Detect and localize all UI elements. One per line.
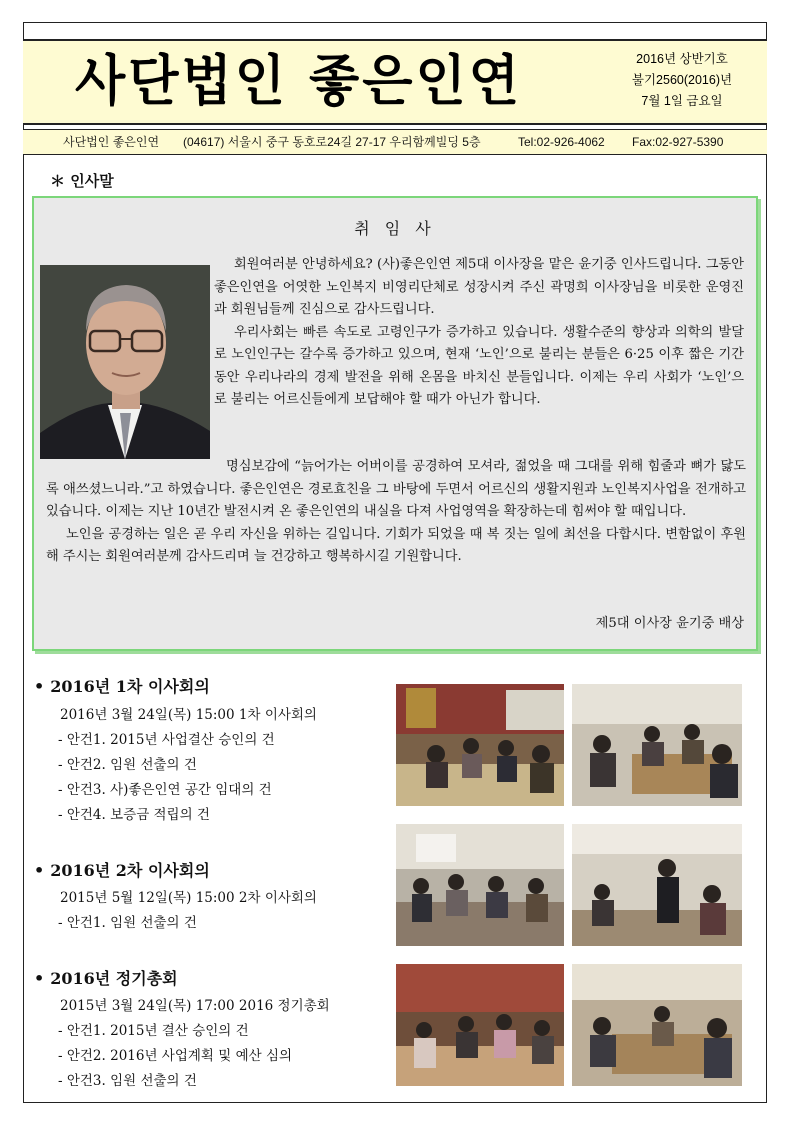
meeting-photo (572, 824, 742, 946)
issue-date: 7월 1일 금요일 (641, 94, 723, 108)
meeting-photo (572, 964, 742, 1086)
greeting-text-lower (46, 456, 746, 569)
greeting-box (32, 196, 758, 651)
agenda-item: - 안건4. 보증금 적립의 건 (58, 807, 210, 823)
org-name: 사단법인 좋은인연 (63, 135, 160, 149)
greeting-paragraph: 명심보감에 “늙어가는 어버이를 공경하여 모셔라, 젊었을 때 그대를 위해 힘줄과 뼈가 닳도록 애쓰셨느니라.”고 하였습니다. 좋은인연은 경로효친을 그 바탕에 두면서 어르신의 생활지원과 노인복지사업을 전개하고 있습니다. 이제는 지난 10년간 발전시켜 온 좋은인연의 내실을 다져 사업영역을 확장하는데 힘써야 할 때입니다. (46, 459, 746, 519)
newsletter-logo: 사단법인 좋은인연 (75, 50, 522, 114)
greeting-text-upper (214, 254, 744, 412)
meeting-title: • 2016년 2차 이사회의 (34, 861, 210, 880)
greeting-paragraph: 우리사회는 빠른 속도로 고령인구가 증가하고 있습니다. 생활수준의 향상과 의학의 발달로 노인인구는 갈수록 증가하고 있으며, 현재 ‘노인’으로 불리는 분들은 6·25 이후 짧은 기간 동안 우리나라의 경제 발전을 위해 온몸을 바치신 분들입니다. 이제는 우리 사회가 ‘노인’으로 불리는 어르신들에게 보답해야 할 때가 아닌가 합니다. (214, 324, 744, 407)
greeting-title: 취 임 사 (354, 219, 436, 238)
agenda-item: - 안건2. 2016년 사업계획 및 예산 심의 (58, 1048, 293, 1064)
agenda-item: - 안건3. 임원 선출의 건 (58, 1073, 197, 1089)
meeting-date: 2015년 5월 12일(목) 15:00 2차 이사회의 (60, 890, 317, 906)
greeting-signature: 제5대 이사장 윤기중 배상 (595, 616, 744, 631)
greeting-paragraph: 노인을 공경하는 일은 곧 우리 자신을 위하는 길입니다. 기회가 되었을 때 복 짓는 일에 최선을 다합시다. 변함없이 후원해 주시는 회원여러분께 감사드리며 늘 건강하고 행복하시길 기원합니다. (46, 526, 746, 564)
meeting-date: 2016년 3월 24일(목) 15:00 1차 이사회의 (60, 707, 317, 723)
org-tel: Tel:02-926-4062 (518, 135, 605, 149)
meeting-photo (572, 684, 742, 806)
meeting-title: • 2016년 1차 이사회의 (34, 677, 210, 696)
meeting-photo (396, 684, 564, 806)
meeting-date: 2015년 3월 24일(목) 17:00 2016 정기총회 (60, 998, 330, 1014)
greeting-paragraph: 회원여러분 안녕하세요? (사)좋은인연 제5대 이사장을 맡은 윤기중 인사드립니다. 그동안 좋은인연을 어엿한 노인복지 비영리단체로 성장시켜 주신 곽명희 이사장님을 비롯한 운영진과 회원님들께 진심으로 감사드립니다. (214, 257, 744, 317)
agenda-item: - 안건2. 임원 선출의 건 (58, 757, 197, 773)
meeting-title: • 2016년 정기총회 (34, 969, 178, 988)
agenda-item: - 안건1. 2015년 결산 승인의 건 (58, 1023, 249, 1039)
agenda-item: - 안건1. 2015년 사업결산 승인의 건 (58, 732, 275, 748)
agenda-item: - 안건1. 임원 선출의 건 (58, 915, 197, 931)
section-title-greeting: ＊ 인사말 (50, 172, 114, 190)
issue-info (617, 49, 747, 112)
org-address: (04617) 서울시 중구 동호로24길 27-17 우리함께빌딩 5층 (183, 135, 481, 149)
address-bar (23, 129, 767, 155)
meeting-photo (396, 824, 564, 946)
issue-season: 2016년 상반기호 (636, 52, 728, 66)
chairman-portrait (40, 265, 210, 459)
agenda-item: - 안건3. 사)좋은인연 공간 임대의 건 (58, 782, 272, 798)
org-fax: Fax:02-927-5390 (632, 135, 724, 149)
issue-buddhist-year: 불기2560(2016)년 (631, 73, 733, 87)
masthead (23, 39, 767, 125)
meeting-photo (396, 964, 564, 1086)
